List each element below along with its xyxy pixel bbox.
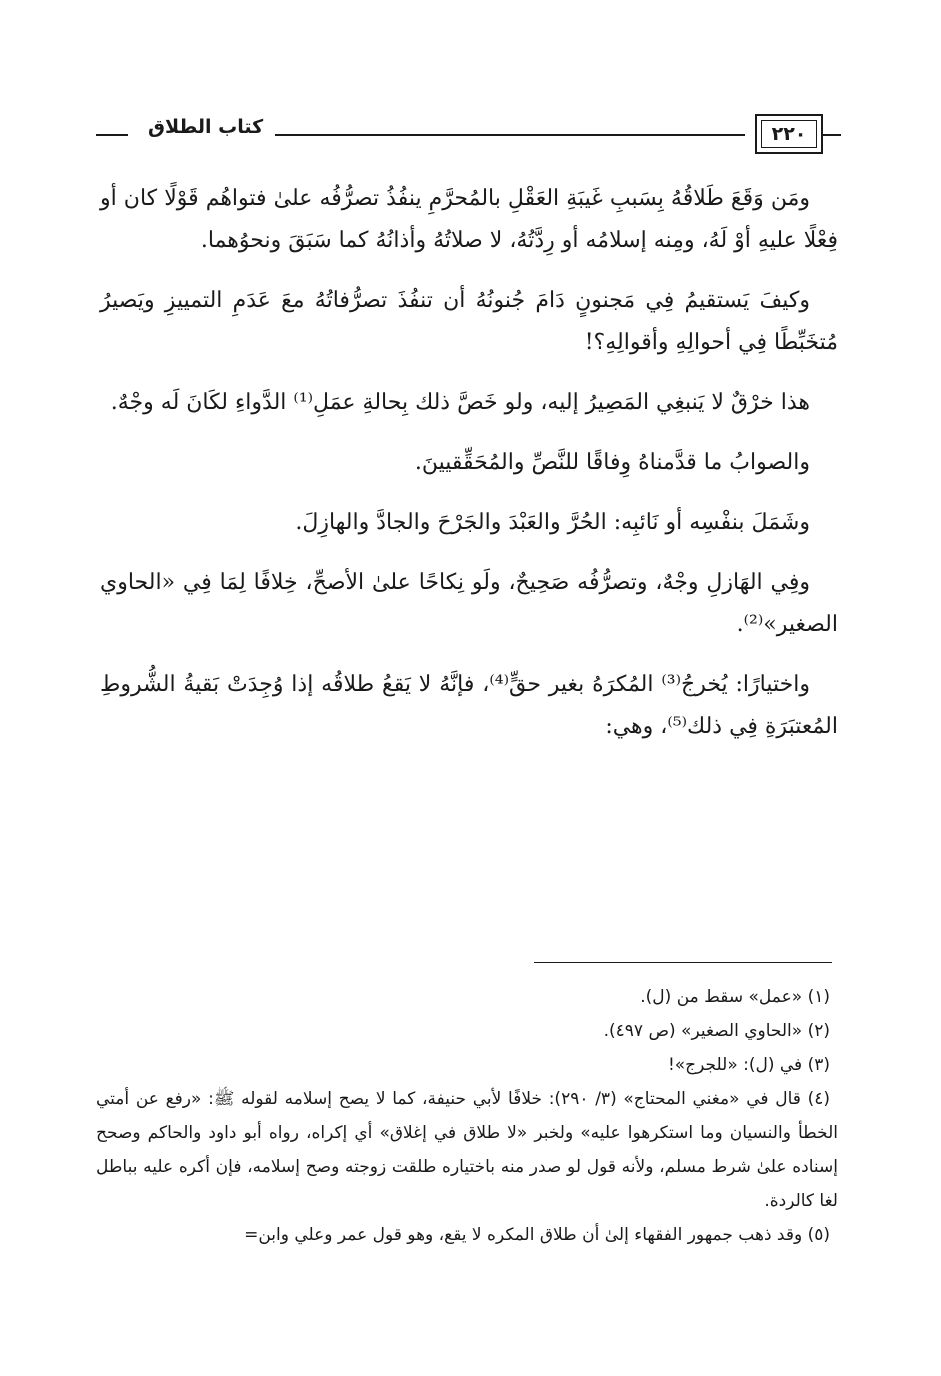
footnote: (٢) «الحاوي الصغير» (ص ٤٩٧). <box>603 1021 830 1041</box>
page-number-box <box>755 114 823 154</box>
header-rule-left <box>96 134 128 136</box>
page-number: ٢٢٠ <box>761 120 817 148</box>
paragraph: وشَمَلَ بنفْسِه أو نَائبِه: الحُرَّ والعَبْدَ والجَرْحَ والجادَّ والهازِلَ. <box>295 510 810 535</box>
paragraph: وكيفَ يَستقيمُ فِي مَجنونٍ دَامَ جُنونُهُ أن تنفُذَ تصرُّفاتُهُ معَ عَدَمِ التمييزِ ويَصيرُ مُتخَبِّطًا فِي أحوالِهِ وأقوالِهِ؟! <box>100 288 838 355</box>
paragraph: وفِي الهَازلِ وجْهٌ، وتصرُّفُه صَحِيحٌ، ولَو نِكاحًا علىٰ الأصحِّ، خِلافًا لِمَا فِي «الحاوي الصغير»⁽²⁾. <box>100 570 838 637</box>
footnote: (٤) قال في «مغني المحتاج» (٣/ ٢٩٠): خلافًا لأبي حنيفة، كما لا يصح إسلامه لقوله ﷺ: «رفع عن أمتي الخطأ والنسيان وما استكرهوا عليه» ولخبر «لا طلاق في إغلاق» أي إكراه، رواه أبو داود والحاكم وصحح إسناده علىٰ شرط مسلم، ولأنه قول لو صدر منه باختياره طلقت زوجته وصح إسلامه، فإن أكره عليه بباطل لغا كالردة. <box>96 1089 838 1211</box>
page-header <box>96 112 841 164</box>
footnotes <box>96 980 838 1252</box>
paragraph: واختيارًا: يُخرجُ⁽³⁾ المُكرَهُ بغير حقٍّ⁽⁴⁾، فإنَّهُ لا يَقعُ طلاقُه إذا وُجِدَتْ بَقيةُ الشُّروطِ المُعتبَرَةِ فِي ذلك⁽⁵⁾، وهي: <box>100 672 838 739</box>
footnote: (٣) في (ل): «للجرج»! <box>667 1055 830 1075</box>
paragraph: هذا خرْقٌ لا يَنبغِي المَصِيرُ إليه، ولو خَصَّ ذلك بِحالةِ عمَلِ⁽¹⁾ الدَّواءِ لكَانَ لَه وجْهٌ. <box>110 390 810 415</box>
main-text <box>100 178 838 766</box>
footnote: (١) «عمل» سقط من (ل). <box>640 987 830 1007</box>
header-rule-middle <box>275 134 745 136</box>
paragraph: والصوابُ ما قدَّمناهُ وِفاقًا للنَّصِّ والمُحَقِّقيينَ. <box>414 450 810 475</box>
chapter-title: كتاب الطلاق <box>148 116 264 138</box>
footnote: (٥) وقد ذهب جمهور الفقهاء إلىٰ أن طلاق المكره لا يقع، وهو قول عمر وعلي وابن= <box>244 1225 830 1245</box>
header-rule-right <box>823 134 841 136</box>
paragraph: ومَن وَقَعَ طَلاقُهُ بِسَببِ غَيبَةِ العَقْلِ بالمُحرَّمِ ينفُذُ تصرُّفُه علىٰ فتواهُم قَوْلًا كان أو فِعْلًا عليهِ أوْ لَهُ، ومِنه إسلامُه أو رِدَّتُهُ، لا صلاتُهُ وأذانُهُ كما سَبَقَ ونحوُهما. <box>100 186 838 253</box>
footnote-separator <box>534 962 832 963</box>
